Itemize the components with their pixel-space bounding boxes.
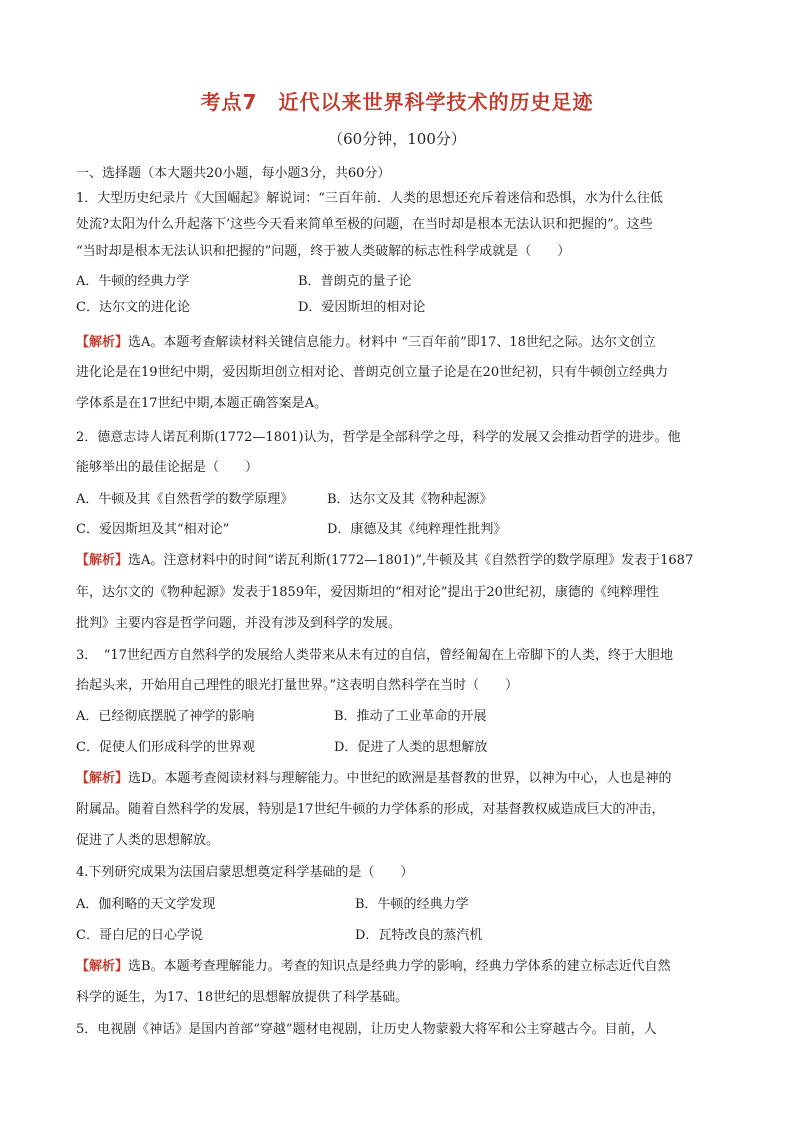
q1-analysis-line-1: 【解析】选A。本题考查解读材料关键信息能力。材料中 “三百年前”即17、18世纪之际。达尔文创立 (76, 335, 656, 350)
analysis-tag: 【解析】 (76, 553, 129, 568)
q1-line-2: 处流?太阳为什么升起落下’这些今天看来简单至极的问题，在当时却是根本无法认识和把握的”。这些 (76, 217, 653, 232)
q4-option-d: D．瓦特改良的蒸汽机 (355, 928, 483, 943)
analysis-tag: 【解析】 (76, 959, 129, 974)
q1-option-c: C．达尔文的进化论 (76, 300, 190, 315)
q3-analysis-line-2: 附属品。随着自然科学的发展，特别是17世纪牛顿的力学体系的形成，对基督教权威造成巨大的冲击， (76, 802, 665, 817)
q2-option-c: C．爱因斯坦及其“相对论” (76, 522, 230, 537)
q4-analysis-line-1: 【解析】选B。本题考查理解能力。考查的知识点是经典力学的影响，经典力学体系的建立标志近代自然 (76, 959, 671, 974)
q3-option-a: A．已经彻底摆脱了神学的影响 (76, 709, 255, 724)
q3-line-1: 3． “17世纪西方自然科学的发展给人类带来从未有过的自信，曾经匍匐在上帝脚下的人类，终于大胆地 (76, 648, 673, 663)
q4-line-1: 4.下列研究成果为法国启蒙思想奠定科学基础的是（ ） (76, 865, 414, 880)
q1-line-1: 1．大型历史纪录片《大国崛起》解说词：“三百年前．人类的思想还充斥着迷信和恐惧，水为什么往低 (76, 191, 663, 206)
q2-analysis-line-2: 年，达尔文的《物种起源》发表于1859年，爱因斯坦的“相对论”提出于20世纪初，康德的《纯粹理性 (76, 585, 659, 600)
q1-analysis-line-2: 进化论是在19世纪中期，爱因斯坦创立相对论、普朗克创立量子论是在20世纪初，只有牛顿创立经典力 (76, 365, 669, 380)
q4-option-c: C．哥白尼的日心学说 (76, 928, 203, 943)
q2-line-1: 2．德意志诗人诺瓦利斯(1772—1801)认为，哲学是全部科学之母，科学的发展又会推动哲学的进步。他 (76, 430, 681, 445)
page-title: 考点7 近代以来世界科学技术的历史足迹 (200, 90, 594, 114)
q5-line-1: 5．电视剧《神话》是国内首部“穿越”题材电视剧，让历史人物蒙毅大将军和公主穿越古今。目前，人 (76, 1022, 657, 1037)
q2-analysis-line-1: 【解析】选A。注意材料中的时间“诺瓦利斯(1772—1801)”,牛顿及其《自然哲学的数学原理》发表于1687 (76, 553, 694, 568)
q2-option-d: D．康德及其《纯粹理性批判》 (327, 522, 507, 537)
q1-line-3: “当时却是根本无法认识和把握的”问题，终于被人类破解的标志性科学成就是（ ） (76, 244, 571, 259)
q3-analysis-line-3: 促进了人类的思想解放。 (76, 833, 220, 848)
analysis-tag: 【解析】 (76, 335, 129, 350)
analysis-tag: 【解析】 (76, 771, 129, 786)
q3-analysis-line-1: 【解析】选D。本题考查阅读材料与理解能力。中世纪的欧洲是基督教的世界，以神为中心，人也是神的 (76, 771, 672, 786)
q3-option-c: C．促使人们形成科学的世界观 (76, 740, 255, 755)
q1-option-a: A．牛顿的经典力学 (76, 274, 190, 289)
q1-option-b: B．普朗克的量子论 (298, 274, 412, 289)
q2-option-b: B．达尔文及其《物种起源》 (327, 492, 493, 507)
q1-option-d: D．爱因斯坦的相对论 (298, 300, 426, 315)
q4-option-b: B．牛顿的经典力学 (355, 897, 469, 912)
page-subtitle: （60分钟，100分） (328, 130, 466, 148)
q4-analysis-line-2: 科学的诞生，为17、18世纪的思想解放提供了科学基础。 (76, 990, 409, 1005)
q3-option-b: B．推动了工业革命的开展 (334, 709, 487, 724)
q2-line-2: 能够举出的最佳论据是（ ） (76, 460, 259, 475)
q4-option-a: A．伽利略的天文学发现 (76, 897, 216, 912)
q2-option-a: A．牛顿及其《自然哲学的数学原理》 (76, 492, 294, 507)
q2-analysis-line-3: 批判》主要内容是哲学问题，并没有涉及到科学的发展。 (76, 616, 402, 631)
q1-analysis-line-3: 学体系是在17世纪中期,本题正确答案是A。 (76, 396, 328, 411)
section-heading: 一、选择题（本大题共20小题，每小题3分，共60分） (76, 166, 391, 181)
q3-line-2: 抬起头来，开始用自己理性的眼光打量世界。”这表明自然科学在当时（ ） (76, 678, 519, 693)
q3-option-d: D．促进了人类的思想解放 (334, 740, 488, 755)
